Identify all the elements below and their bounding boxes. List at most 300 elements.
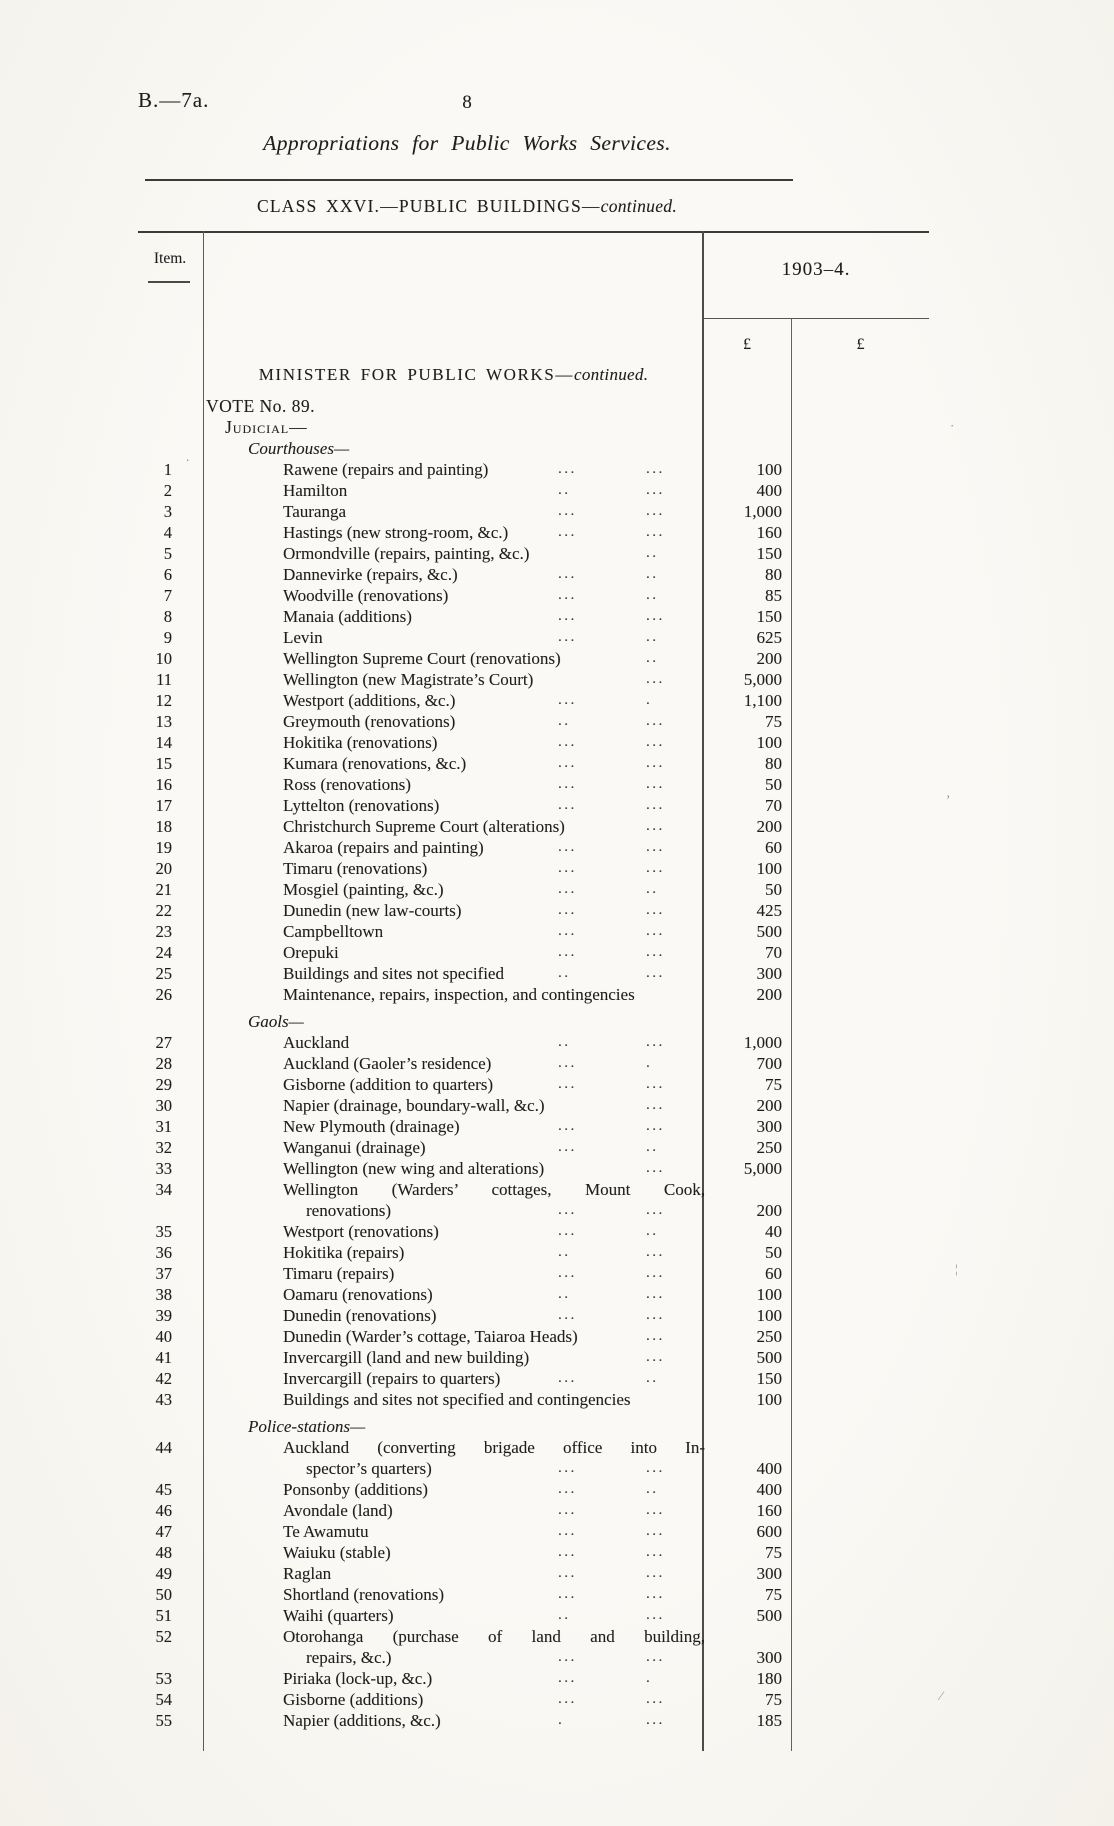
amount-value: 1,000 [743,502,782,521]
amount-value: 75 [765,1585,782,1604]
table-row [138,606,929,627]
amount-value: 50 [765,880,782,899]
item-number: 53 [155,1669,172,1688]
dot-leader: ... [646,1523,665,1539]
item-number: 9 [163,628,172,647]
dot-leader: ... [558,755,577,771]
item-description: Buildings and sites not specified and contingencies [283,1390,631,1409]
dot-leader: ... [558,524,577,540]
item-description: Otorohanga (purchase of land and building, [283,1627,705,1646]
scan-artifact-mark: ⁄ [940,1688,943,1703]
dot-leader: ... [646,608,665,624]
dot-leader: ... [646,902,665,918]
dot-leader: .. [646,1139,659,1155]
page-number: 8 [462,92,472,113]
dot-leader: ... [558,860,577,876]
amount-value: 160 [756,1501,782,1520]
item-description: Te Awamutu [283,1522,369,1541]
dot-leader: ... [646,1265,665,1281]
amount-value: 200 [756,817,782,836]
dot-leader: .. [558,482,571,498]
dot-leader: ... [558,1460,577,1476]
dot-leader: ... [646,1502,665,1518]
dot-leader: .. [558,1034,571,1050]
table-row [138,585,929,606]
dot-leader: .. [558,1244,571,1260]
amount-value: 250 [756,1138,782,1157]
amount-value: 1,000 [743,1033,782,1052]
item-number: 23 [155,922,172,941]
dot-leader: .. [646,881,659,897]
item-number: 3 [163,502,172,521]
amount-value: 400 [756,1459,782,1478]
dot-leader: ... [558,797,577,813]
dot-leader: ... [646,755,665,771]
amount-value: 75 [765,712,782,731]
dot-leader: ... [558,461,577,477]
item-number: 14 [155,733,172,752]
table-row [138,1479,929,1500]
table-row [138,1074,929,1095]
item-number: 7 [163,586,172,605]
dot-leader: .. [646,1481,659,1497]
item-description: Campbelltown [283,922,384,941]
item-description: Raglan [283,1564,332,1583]
dot-leader: ... [646,1544,665,1560]
item-description: Ormondville (repairs, painting, &c.) [283,544,530,563]
subgroup-heading [138,438,929,459]
table-row [138,1305,929,1326]
item-number: 36 [155,1243,172,1262]
item-number: 12 [155,691,172,710]
item-number: 50 [155,1585,172,1604]
amount-value: 250 [756,1327,782,1346]
amount-value: 5,000 [743,1159,782,1178]
item-number: 40 [155,1327,172,1346]
table-row [138,1626,929,1647]
item-number: 16 [155,775,172,794]
dot-leader: ... [646,797,665,813]
item-description: Hamilton [283,481,348,500]
amount-value: 75 [765,1543,782,1562]
amount-value: 300 [756,964,782,983]
item-description: Manaia (additions) [283,607,412,626]
dot-leader: ... [646,944,665,960]
dot-leader: ... [558,1502,577,1518]
table-row [138,501,929,522]
item-description: Dunedin (renovations) [283,1306,437,1325]
amount-value: 80 [765,565,782,584]
dot-leader: .. [558,1607,571,1623]
class-heading-continued: continued. [600,196,678,216]
item-number: 43 [155,1390,172,1409]
scan-artifact-mark: ¦ [955,1261,958,1276]
table-row [138,1284,929,1305]
currency-symbol-right: £ [856,336,865,353]
item-number: 35 [155,1222,172,1241]
dot-leader: .. [558,1286,571,1302]
dot-leader: . [646,692,653,708]
item-number: 11 [156,670,172,689]
table-row [138,1116,929,1137]
table-row [138,459,929,480]
table-row [138,879,929,900]
heading-label: Courthouses— [248,439,350,458]
dot-leader: ... [558,923,577,939]
item-number: 45 [155,1480,172,1499]
item-description: Hokitika (repairs) [283,1243,405,1262]
amount-value: 400 [756,481,782,500]
item-description: Tauranga [283,502,346,521]
item-description: Avondale (land) [283,1501,393,1520]
dot-leader: ... [646,1328,665,1344]
scan-artifact-mark: · [950,418,955,433]
subgroup-heading [138,1416,929,1437]
amount-value: 100 [756,1390,782,1409]
dot-leader: ... [646,1202,665,1218]
item-description: Dunedin (new law-courts) [283,901,462,920]
table-row [138,774,929,795]
item-description: Gisborne (additions) [283,1690,424,1709]
amount-value: 300 [756,1564,782,1583]
item-number: 2 [163,481,172,500]
amount-value: 500 [756,922,782,941]
item-description: Maintenance, repairs, inspection, and contingencies [283,985,635,1004]
table-row [138,921,929,942]
item-description: Napier (drainage, boundary-wall, &c.) [283,1096,545,1115]
item-description: Waihi (quarters) [283,1606,394,1625]
year-header-rule [703,318,929,319]
item-column-header: Item. [153,250,187,267]
table-row [138,816,929,837]
table-row [138,1221,929,1242]
item-description: Christchurch Supreme Court (alterations) [283,817,565,836]
dot-leader: ... [646,860,665,876]
dot-leader: ... [558,1118,577,1134]
item-number: 17 [155,796,172,815]
appropriations-table-body [138,396,929,1731]
item-number: 29 [155,1075,172,1094]
dot-leader: ... [558,1202,577,1218]
amount-value: 50 [765,775,782,794]
amount-value: 200 [756,1096,782,1115]
amount-value: 50 [765,1243,782,1262]
dot-leader: ... [646,1307,665,1323]
dot-leader: ... [646,1649,665,1665]
table-row [138,648,929,669]
item-number: 31 [155,1117,172,1136]
dot-leader: ... [646,461,665,477]
item-description: Invercargill (repairs to quarters) [283,1369,501,1388]
amount-value: 60 [765,838,782,857]
table-row [138,1563,929,1584]
dot-leader: ... [646,1691,665,1707]
item-number: 48 [155,1543,172,1562]
table-row [138,669,929,690]
item-description: Woodville (renovations) [283,586,449,605]
item-number: 5 [163,544,172,563]
scan-artifact-mark: ’ [946,792,951,807]
amount-value: 5,000 [743,670,782,689]
amount-value: 400 [756,1480,782,1499]
amount-value: 700 [756,1054,782,1073]
table-row [138,963,929,984]
item-description: Orepuki [283,943,339,962]
amount-value: 80 [765,754,782,773]
item-number: 18 [155,817,172,836]
item-description: Dannevirke (repairs, &c.) [283,565,458,584]
item-number: 52 [155,1627,172,1646]
item-number: 6 [163,565,172,584]
dot-leader: ... [558,608,577,624]
table-row [138,1668,929,1689]
table-top-rule [138,231,929,233]
dot-leader: ... [646,1160,665,1176]
item-number: 55 [155,1711,172,1730]
item-number: 51 [155,1606,172,1625]
group-heading [138,417,929,438]
item-header-underline [148,281,190,283]
dot-leader: ... [646,1118,665,1134]
amount-value: 75 [765,1075,782,1094]
amount-value: 100 [756,859,782,878]
dot-leader: ... [646,734,665,750]
dot-leader: .. [646,629,659,645]
item-number: 28 [155,1054,172,1073]
table-row [138,1347,929,1368]
item-description: Mosgiel (painting, &c.) [283,880,444,899]
dot-leader: .. [646,587,659,603]
table-row [138,1158,929,1179]
item-description: Wanganui (drainage) [283,1138,426,1157]
item-number: 19 [155,838,172,857]
amount-value: 85 [765,586,782,605]
item-number: 33 [155,1159,172,1178]
table-row [138,1032,929,1053]
table-row [138,690,929,711]
dot-leader: ... [558,734,577,750]
table-row [138,942,929,963]
dot-leader: ... [646,671,665,687]
item-description: Auckland (Gaoler’s residence) [283,1054,492,1073]
dot-leader: ... [558,902,577,918]
amount-value: 75 [765,1690,782,1709]
table-row [138,900,929,921]
heading-label: Police-stations— [248,1417,366,1436]
minister-heading-continued: continued. [573,365,649,384]
table-row [138,522,929,543]
item-description: repairs, &c.) [306,1648,392,1667]
heading-label: Judicial— [225,417,308,437]
item-number: 49 [155,1564,172,1583]
table-row [138,1179,929,1200]
amount-value: 150 [756,1369,782,1388]
item-number: 54 [155,1690,172,1709]
table-row [138,795,929,816]
dot-leader: .. [558,713,571,729]
item-number: 41 [155,1348,172,1367]
item-description: Dunedin (Warder’s cottage, Taiaroa Heads) [283,1327,578,1346]
table-row [138,1689,929,1710]
item-description: Napier (additions, &c.) [283,1711,441,1730]
dot-leader: ... [558,944,577,960]
amount-value: 70 [765,796,782,815]
dot-leader: ... [646,503,665,519]
dot-leader: ... [558,566,577,582]
dot-leader: ... [558,629,577,645]
item-description: Oamaru (renovations) [283,1285,433,1304]
item-number: 26 [155,985,172,1004]
amount-value: 180 [756,1669,782,1688]
dot-leader: .. [646,650,659,666]
amount-value: 600 [756,1522,782,1541]
amount-value: 300 [756,1648,782,1667]
item-description: Timaru (renovations) [283,859,428,878]
amount-value: 100 [756,1285,782,1304]
item-description: Westport (additions, &c.) [283,691,456,710]
table-row [138,1389,929,1410]
table-row [138,1710,929,1731]
dot-leader: ... [646,839,665,855]
amount-value: 200 [756,985,782,1004]
item-description: Westport (renovations) [283,1222,439,1241]
item-description: Hastings (new strong-room, &c.) [283,523,509,542]
table-row [138,753,929,774]
heading-label: Gaols— [248,1012,304,1031]
dot-leader: ... [558,1223,577,1239]
dot-leader: .. [646,545,659,561]
table-row [138,1368,929,1389]
dot-leader: ... [646,1712,665,1728]
dot-leader: ... [558,881,577,897]
amount-value: 500 [756,1606,782,1625]
amount-value: 100 [756,733,782,752]
item-number: 32 [155,1138,172,1157]
item-description: Greymouth (renovations) [283,712,456,731]
table-row [138,1095,929,1116]
item-description: Shortland (renovations) [283,1585,444,1604]
item-description: Rawene (repairs and painting) [283,460,489,479]
table-row [138,1542,929,1563]
item-number: 46 [155,1501,172,1520]
dot-leader: ... [558,1649,577,1665]
dot-leader: ... [646,1286,665,1302]
amount-value: 185 [756,1711,782,1730]
item-description: Auckland [283,1033,350,1052]
table-row [138,1605,929,1626]
item-number: 21 [155,880,172,899]
dot-leader: ... [646,923,665,939]
dot-leader: ... [646,1076,665,1092]
item-number: 38 [155,1285,172,1304]
amount-value: 150 [756,607,782,626]
dot-leader: ... [558,776,577,792]
scan-artifact-mark: . [186,449,190,464]
item-number: 4 [163,523,172,542]
item-description: Wellington (Warders’ cottages, Mount Cook, [283,1180,705,1199]
table-row [138,1053,929,1074]
item-description: Timaru (repairs) [283,1264,395,1283]
table-row [138,984,929,1005]
dot-leader: ... [558,692,577,708]
dot-leader: ... [558,503,577,519]
item-number: 44 [155,1438,172,1457]
item-number: 39 [155,1306,172,1325]
table-row [138,1242,929,1263]
dot-leader: ... [558,1076,577,1092]
item-description: Piriaka (lock-up, &c.) [283,1669,433,1688]
item-description: Auckland (converting brigade office into In- [283,1438,705,1457]
item-description: renovations) [306,1201,391,1220]
table-row [138,480,929,501]
class-heading-text: CLASS XXVI.—PUBLIC BUILDINGS— [256,196,601,216]
item-number: 13 [155,712,172,731]
page-title: Appropriations for Public Works Services. [263,131,671,155]
amount-value: 60 [765,1264,782,1283]
dot-leader: ... [558,1307,577,1323]
dot-leader: ... [646,818,665,834]
currency-symbol-left: £ [743,336,751,353]
item-description: Waiuku (stable) [283,1543,391,1562]
dot-leader: ... [646,1034,665,1050]
dot-leader: .. [646,566,659,582]
dot-leader: ... [558,1544,577,1560]
amount-value: 160 [756,523,782,542]
item-description: Invercargill (land and new building) [283,1348,530,1367]
item-description: Levin [283,628,323,647]
subgroup-heading [138,1011,929,1032]
item-number: 37 [155,1264,172,1283]
amount-value: 500 [756,1348,782,1367]
table-row [138,1521,929,1542]
table-row [138,627,929,648]
minister-section-heading [205,365,702,385]
dot-leader: ... [558,1481,577,1497]
table-row [138,1326,929,1347]
dot-leader: ... [558,1139,577,1155]
dot-leader: ... [646,1460,665,1476]
minister-heading-text: MINISTER FOR PUBLIC WORKS— [258,365,574,384]
item-description: Kumara (renovations, &c.) [283,754,467,773]
item-number: 27 [155,1033,172,1052]
item-description: Lyttelton (renovations) [283,796,440,815]
dot-leader: . [646,1055,653,1071]
item-number: 30 [155,1096,172,1115]
item-number: 10 [155,649,172,668]
report-code: B.—7a. [138,88,210,112]
heading-label: VOTE No. 89. [206,396,316,416]
table-row [138,1200,929,1221]
item-description: Akaroa (repairs and painting) [283,838,484,857]
table-row [138,837,929,858]
dot-leader: ... [646,1607,665,1623]
dot-leader: ... [646,1244,665,1260]
dot-leader: ... [558,1670,577,1686]
item-number: 15 [155,754,172,773]
vote-heading [138,396,929,417]
item-description: New Plymouth (drainage) [283,1117,460,1136]
dot-leader: ... [558,1565,577,1581]
dot-leader: ... [558,839,577,855]
dot-leader: ... [558,1055,577,1071]
dot-leader: ... [558,1691,577,1707]
amount-value: 200 [756,1201,782,1220]
dot-leader: ... [646,713,665,729]
amount-value: 1,100 [743,691,782,710]
dot-leader: ... [646,482,665,498]
title-divider-rule [145,179,793,181]
table-row [138,564,929,585]
